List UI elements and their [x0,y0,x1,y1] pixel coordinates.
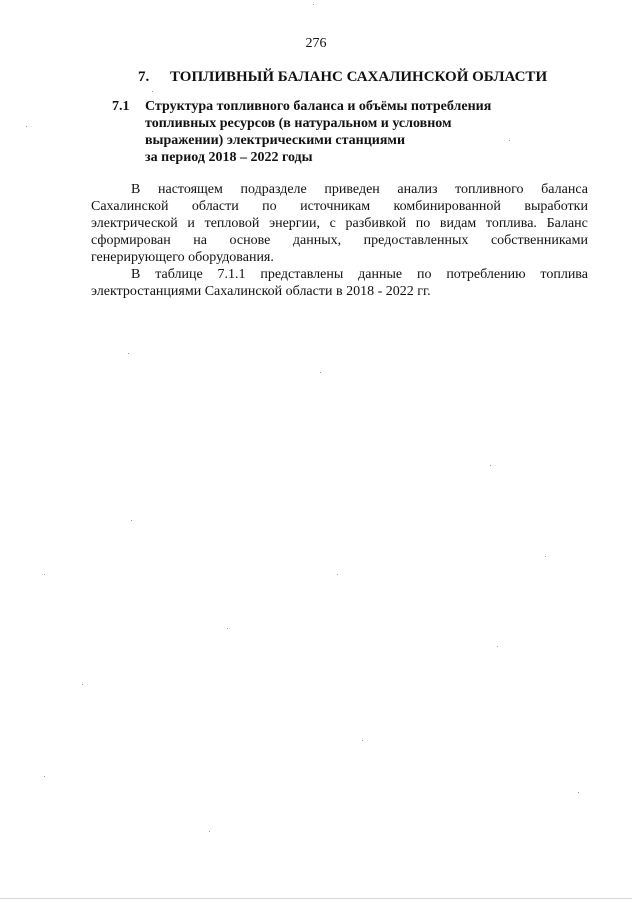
word: электростанциями Сахалинской области в 2018 - 2022 гг. [91,284,431,299]
word: собственниками [490,233,588,248]
word: настоящем [157,182,223,197]
scan-speck [545,556,546,557]
word: таблице [155,267,203,282]
page-number: 276 [305,36,327,51]
word: комбинированной [393,199,501,214]
scan-speck [44,574,45,575]
paragraph-2 [91,266,588,300]
page-bottom-edge [0,898,632,899]
word: Баланс [546,216,588,231]
body-text [91,181,588,300]
word: энергии, [269,216,321,231]
text-line [91,232,588,249]
text-line [91,283,588,300]
word: предоставленных [363,233,469,248]
scan-speck [313,4,314,5]
word: разбивкой [345,216,407,231]
word: 7.1.1 [217,267,246,282]
scan-speck [152,91,153,92]
scan-speck [337,574,338,575]
word: топлива [540,267,588,282]
word: видам [439,216,477,231]
word: тепловой [204,216,260,231]
section-title: ТОПЛИВНЫЙ БАЛАНС САХАЛИНСКОЙ ОБЛАСТИ [170,69,548,85]
scan-speck [509,140,510,141]
text-line [91,249,588,266]
scan-speck [209,831,210,832]
word: В [131,182,141,197]
word: источникам [300,199,371,214]
scan-speck [497,646,498,647]
section-number: 7. [138,69,150,85]
word: приведен [324,182,380,197]
scan-speck [128,353,129,354]
word: области [191,199,239,214]
word: подразделе [240,182,307,197]
word: на [193,233,207,248]
paragraph-1 [91,181,588,266]
word: данные [358,267,403,282]
subsection-title [145,98,525,166]
word: выработки [524,199,588,214]
text-line [91,198,588,215]
word: баланса [541,182,588,197]
word: топливного [455,182,524,197]
text-line [91,215,588,232]
scan-speck [227,628,228,629]
word: по [416,267,432,282]
word: потреблению [446,267,526,282]
scan-speck [490,465,491,466]
word: с [329,216,336,231]
scan-speck [26,126,27,127]
word: сформирован [91,233,171,248]
scan-speck [362,740,363,741]
word: и [187,216,195,231]
text-line [91,181,588,198]
word: данных, [292,233,342,248]
word: электрической [91,216,178,231]
scan-speck [578,792,579,793]
scan-speck [320,372,321,373]
subsection-number: 7.1 [112,99,130,114]
scan-speck [44,776,45,777]
word: по [262,199,277,214]
word: Сахалинской [91,199,169,214]
word: топлива. [485,216,537,231]
scan-speck [82,684,83,685]
word: генерирующего оборудования. [91,250,274,265]
subsection-title-line: выражении) электрическими станциями [145,133,406,148]
word: анализ [397,182,438,197]
subsection-title-line: Структура топливного баланса и объёмы потребления [145,99,492,114]
section-heading [138,69,547,86]
word: по [415,216,431,231]
scan-speck [131,520,132,521]
subsection-title-line: топливных ресурсов (в натуральном и условном [145,116,452,131]
subsection-title-line: за период 2018 – 2022 годы [145,150,313,165]
word: представлены [260,267,344,282]
word: В [131,267,141,282]
text-line [91,266,588,283]
word: основе [229,233,271,248]
